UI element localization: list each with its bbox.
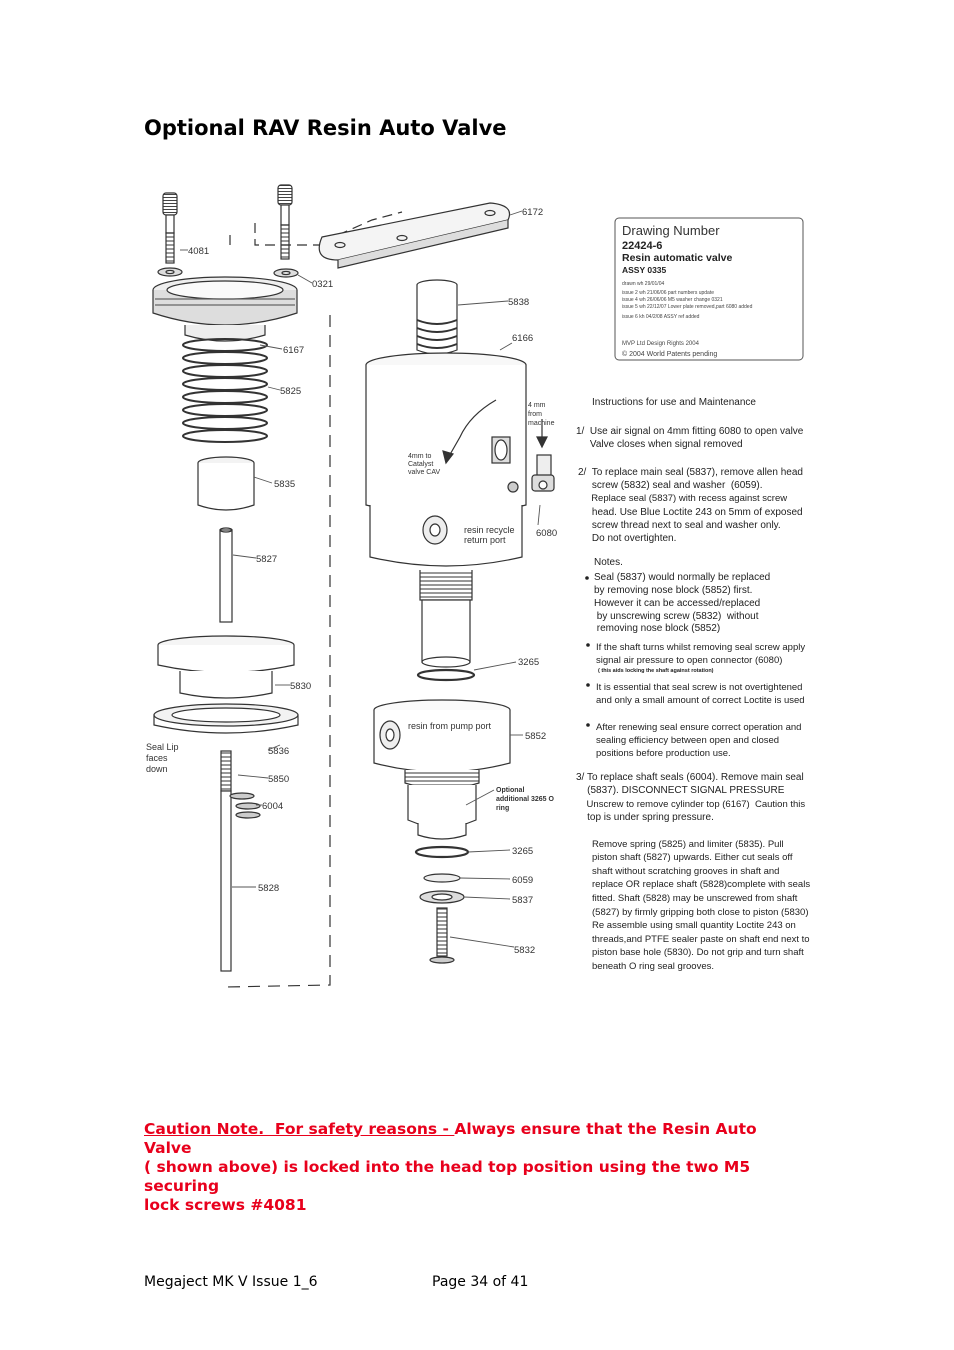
bracket-6172 <box>319 203 509 268</box>
label-5828: 5828 <box>258 883 280 894</box>
screw-4081-right <box>278 185 292 259</box>
label-5852: 5852 <box>525 731 547 742</box>
revision-line: issue 4 wh 26/06/06 M5 washer change 0321 <box>622 297 723 303</box>
caution-body-1: Always ensure that the Resin Auto Valve <box>144 1120 757 1157</box>
step3-line: top is under spring pressure. <box>576 812 714 823</box>
label-3265-upper: 3265 <box>518 657 540 668</box>
label-3265-lower: 3265 <box>512 846 534 857</box>
callout-recycle-2: return port <box>464 535 506 545</box>
step3-line: Unscrew to remove cylinder top (6167) Caution this <box>576 799 806 810</box>
step3b-line: replace OR replace shaft (5828)complete with seals <box>592 879 811 890</box>
callout-optional-1: Optional <box>496 787 525 794</box>
valve-body-6166 <box>366 353 526 667</box>
lip-seal-5836 <box>154 704 298 733</box>
note1-line: Seal (5837) would normally be replaced <box>594 572 771 583</box>
callout-seal-lip-3: down <box>146 764 168 774</box>
revision-line: issue 6 kh 04/2/08 ASSY ref added <box>622 314 700 320</box>
step1-line: Valve closes when signal removed <box>576 439 743 450</box>
note4-line: sealing efficiency between open and closed <box>596 735 780 746</box>
notes-heading: Notes. <box>594 557 623 568</box>
callout-from-machine-1: 4 mm <box>528 402 546 409</box>
label-6166: 6166 <box>512 333 534 344</box>
step3b-line: threads,and PTFE sealer paste on shaft end next to <box>592 934 810 945</box>
label-6059: 6059 <box>512 875 534 886</box>
label-5836: 5836 <box>268 746 290 757</box>
step3b-line: beneath O ring seal grooves. <box>592 961 714 972</box>
callout-optional-2: additional 3265 O <box>496 796 554 803</box>
step3b-line: shaft without scratching grooves in shaft and <box>592 866 780 877</box>
label-6080: 6080 <box>536 528 558 539</box>
step3b-line: piston base hole (5830). Do not grip and turn shaft <box>592 947 804 958</box>
shaft-5828 <box>221 751 260 971</box>
fitting-6080 <box>532 455 554 491</box>
revision-line: issue 2 wh 21/06/06 part numbers update <box>622 290 715 296</box>
drawing-assy: ASSY 0335 <box>622 265 667 275</box>
page-title: Optional RAV Resin Auto Valve <box>144 116 507 140</box>
callout-from-machine-3: machine <box>528 420 555 427</box>
label-0321: 0321 <box>312 279 334 290</box>
exploded-view-figure <box>140 175 875 1000</box>
note3-line: and only a small amount of correct Loctite is used <box>596 695 805 706</box>
label-5827: 5827 <box>256 554 278 565</box>
revision-line: issue 5 wh 22/12/07 Lower plate removed,part 6080 added <box>622 304 753 310</box>
step3b-line: Re assemble using small quantity Loctite 243 on <box>592 920 796 931</box>
drawing-name: Resin automatic valve <box>622 252 733 264</box>
step3b-line: fitted. Shaft (5828) may be unscrewed from shaft <box>592 893 798 904</box>
label-4081: 4081 <box>188 246 210 257</box>
step2-line: screw (5832) seal and washer (6059). <box>578 480 763 491</box>
instructions-block <box>576 397 810 972</box>
step2-line: Do not overtighten. <box>578 533 677 544</box>
note1-line: However it can be accessed/replaced <box>594 598 761 609</box>
fitting-5838 <box>417 280 457 354</box>
footer-page-number: Page 34 of 41 <box>432 1274 529 1290</box>
step3-line: (5837). DISCONNECT SIGNAL PRESSURE <box>576 785 785 796</box>
label-6004: 6004 <box>262 801 284 812</box>
caution-body-3: lock screws #4081 <box>144 1196 307 1214</box>
valve-drawing <box>140 175 875 1000</box>
note1-line: by unscrewing screw (5832) without <box>594 611 759 622</box>
step3-line: 3/ To replace shaft seals (6004). Remove main seal <box>576 772 804 783</box>
note2-small: ( this aids locking the shaft against rotation) <box>598 668 714 674</box>
note2-line: If the shaft turns whilst removing seal screw apply <box>596 642 806 653</box>
note1-line: by removing nose block (5852) first. <box>594 585 753 596</box>
footer-doc-title: Megaject MK V Issue 1_6 <box>144 1274 318 1290</box>
screw-4081-left <box>163 193 177 263</box>
label-5825: 5825 <box>280 386 302 397</box>
callout-optional-3: ring <box>496 805 510 812</box>
callout-from-machine-2: from <box>528 411 542 418</box>
cylinder-top-6167 <box>153 277 297 341</box>
revision-line: drawn wh 29/01/04 <box>622 281 665 287</box>
limiter-5835 <box>198 457 254 510</box>
design-rights: MVP Ltd Design Rights 2004 <box>622 341 699 347</box>
note4-line: positions before production use. <box>596 748 731 759</box>
step2-line: 2/ To replace main seal (5837), remove allen head <box>578 467 803 478</box>
drawing-number-box <box>615 218 803 360</box>
instructions-heading: Instructions for use and Maintenance <box>592 397 756 408</box>
patents-pending: © 2004 World Patents pending <box>622 351 718 358</box>
drawing-box-heading: Drawing Number <box>622 223 720 238</box>
caution-note <box>144 1120 804 1215</box>
piston-5830 <box>158 636 294 698</box>
callout-seal-lip-1: Seal Lip <box>146 742 179 752</box>
step3b-line: (5827) by firmly gripping both close to piston (5830) <box>592 907 809 918</box>
drawing-number: 22424-6 <box>622 240 663 252</box>
callout-recycle-1: resin recycle <box>464 525 515 535</box>
step1-line: 1/ Use air signal on 4mm fitting 6080 to open valve <box>576 426 804 437</box>
step2-line: screw thread next to seal and washer only. <box>578 520 781 531</box>
callout-pump-port: resin from pump port <box>408 721 492 731</box>
callout-catalyst-3: valve CAV <box>408 469 441 476</box>
note3-line: It is essential that seal screw is not overtightened <box>596 682 803 693</box>
step3b-line: piston shaft (5827) upwards. Either cut seals off <box>592 852 793 863</box>
note2-line: signal air pressure to open connector (6080) <box>596 655 783 666</box>
piston-shaft-5827 <box>220 528 232 622</box>
label-5837: 5837 <box>512 895 534 906</box>
label-5832: 5832 <box>514 945 536 956</box>
caution-body-2: ( shown above) is locked into the head top position using the two M5 securing <box>144 1158 751 1195</box>
label-5850: 5850 <box>268 774 290 785</box>
callout-catalyst-1: 4mm to <box>408 453 432 460</box>
label-5830: 5830 <box>290 681 312 692</box>
step2-line: head. Use Blue Loctite 243 on 5mm of exposed <box>578 507 803 518</box>
label-5838: 5838 <box>508 297 530 308</box>
label-6167: 6167 <box>283 345 305 356</box>
screw-5832 <box>430 908 454 963</box>
note4-line: After renewing seal ensure correct operation and <box>596 722 802 733</box>
caution-lead: Caution Note. For safety reasons - <box>144 1120 455 1138</box>
label-5835: 5835 <box>274 479 296 490</box>
note1-line: removing nose block (5852) <box>594 623 721 634</box>
label-6172: 6172 <box>522 207 544 218</box>
callout-seal-lip-2: faces <box>146 753 168 763</box>
step3b-line: Remove spring (5825) and limiter (5835). Pull <box>592 839 784 850</box>
spring-5825 <box>183 339 267 442</box>
callout-catalyst-2: Catalyst <box>408 461 434 468</box>
step2-line: Replace seal (5837) with recess against screw <box>578 493 788 504</box>
